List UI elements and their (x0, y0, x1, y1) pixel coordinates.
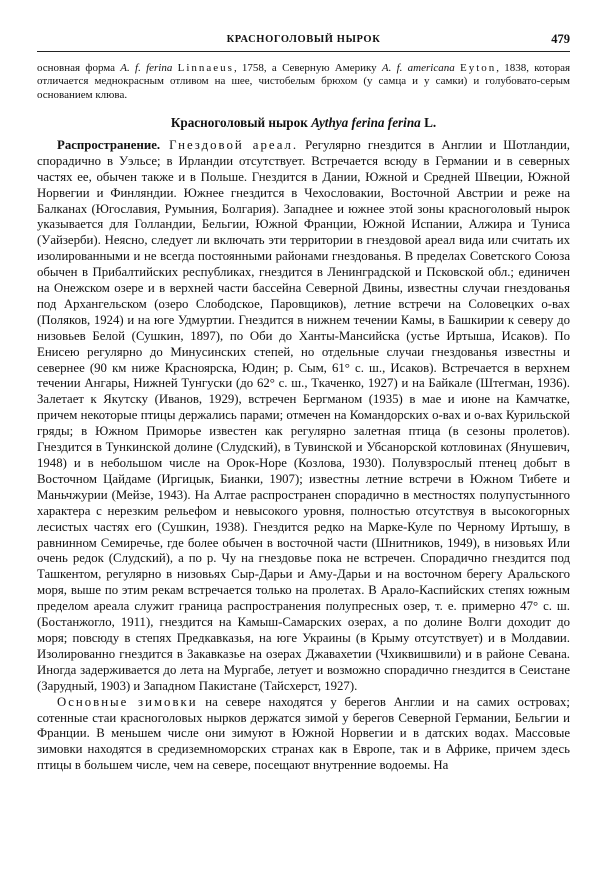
wintering-paragraph (37, 695, 570, 775)
breeding-range-label: Гнездовой ареал. (160, 137, 299, 152)
intro-paragraph (37, 62, 570, 102)
article-body (37, 138, 570, 774)
running-head: КРАСНОГОЛОВЫЙ НЫРОК (226, 34, 381, 45)
author-linnaeus: Linnaeus (177, 62, 234, 74)
wintering-label: Основные зимовки (57, 694, 198, 709)
book-page (37, 30, 570, 774)
distribution-paragraph (37, 138, 570, 695)
intro-text-2: , 1758, а Северную Америку (233, 62, 382, 74)
intro-text-3: , 1838, которая отличается меднокрасным отливом на шее, чистобелым брюхом (у самца и у самки) и голубовато-серым основанием клюва. (37, 62, 571, 101)
distribution-text: Регулярно гнездится в Англии и Шотландии, спорадично в Уэльсе; в Ирландии отсутствует. Встречается всюду в Германии и в северных частях ее, обычен также и в Польше. Гнездится в Дании, Южной и Средней Швеции, Южной Норвегии и Финляндии. Южнее гнездится в Чехословакии, Восточной Австрии и реже на Балканах (Югославия, Румыния, Болгария). Западнее и южнее этой зоны красноголовый нырок указывается для Голландии, Бельгии, Южной Франции, Южной Испании, Алжира и Туниса (Уайзерби). Неясно, следует ли включать эти территории в гнездовой ареал вида или считать их изолированными и не всегда постоянными районами гнездованья. В пределах Советского Союза обычен в Прибалтийских республиках, гнездится в Ленинградской и Псковской обл.; единичен на Онежском озере и в верхней части бассейна Северной Двины, известны случаи гнездованья под Архангельском (озеро Слободское, Паровщиков), летние встречи на Соловецких о-вах (Поляков, 1924) и на юге Удмуртии. Гнездится в нижнем течении Камы, в Башкирии к северу до низовьев Белой (Сушкин, 1897), по Оби до Ханты-Мансийска (устье Иртыша, Исаков). По Енисею регулярно до Минусинских степей, но отдельные случаи гнездованья известны и севернее (90 км ниже Красноярска, Юдин; р. Сым, 61° с. ш., Исаков). Встречается в верхнем течении Ангары, Нижней Тунгуски (до 62° с. ш., Ткаченко, 1927) и на Байкале (Штегман, 1936). Залетает к Якутску (Иванов, 1929), встречен Бергманом (1935) в мае и июне на Камчатке, причем некоторые птицы держались парами; отмечен на Командорских о-вах и о-вах Курильской гряды; в Южном Приморье известен как регулярно залетная птица (в сезоны пролетов). Гнездится в Тункинской долине (Слудский), в Тувинской и Убсанорской котловинах (Янушевич, 1948) и в небольшом числе на Орок-Норе (Козлова, 1930). Полувзрослый птенец добыт в Восточном Цайдаме (Иргицык, Бианки, 1907); известны летние встречи в Южном Тибете и Маньчжурии (Мейзе, 1943). На Алтае распространен спорадично в местностях полупустынного характера с нерезким рельефом и невысокого уровня, полностью отсутствуя в высокогорных лесистых частях его (Сушкин, 1938). Гнездится редко на Марке-Куле по Черному Иртышу, в равнинном Семиречье, где более обычен в восточной части (Шнитников, 1949), в низовьях Или очень редок (Слудский), а по р. Чу на гнездовье пока не встречен. Спорадично гнездится под Ташкентом, регулярно в низовьях Сыр-Дарьи и Аму-Дарьи и на восточном берегу Аральского моря, выше по этим рекам встречается только на пролетах. В Арало-Каспийских степях южным пределом ареала служит граница распространения полупресных озер, т. е. примерно 47° с. ш. (Бостанжогло, 1911), гнездится на Камыш-Самарских озерах, а по долине Волги доходит до моря; повсюду в степях Предкавказья, на юге Украины (в Крыму отсутствует) и в Молдавии. Изолированно гнездится в Закавказье на озерах Джавахетии (Чхиквишвили) и в районе Севана. Иногда задерживается до лета на Мургабе, летует и возможно спорадично гнездится в Сеистане (Зарудный, 1903) и Западном Пакистане (Тайсхерст, 1927). (37, 137, 570, 693)
section-title (37, 115, 570, 131)
intro-text-1: основная форма (37, 62, 121, 74)
author-eyton: Eyton (459, 62, 497, 74)
section-title-latin: Aythya ferina ferina (311, 114, 421, 130)
section-title-author: L. (420, 114, 437, 130)
header-rule (37, 51, 570, 52)
wintering-text: на севере находятся у берегов Англии и на самих островах; сотенные стаи красноголовых нырков держатся зимой у берегов Северной Германии, Бельгии и Франции. В меньшем числе они зимуют в Южной Норвегии и в датских водах. Массовые зимовки находятся в средиземноморских странах как в Европе, так и в Африке, причем здесь птицы в большем числе, чем на севере, посещают внутренние водоемы. На (37, 694, 570, 773)
page-header (37, 30, 570, 52)
page-number: 479 (551, 32, 570, 46)
taxon-ferina: A. f. ferina (120, 62, 173, 74)
section-title-russian: Красноголовый нырок (170, 114, 312, 130)
taxon-americana: A. f. americana (381, 62, 455, 74)
distribution-heading: Распространение. (57, 137, 161, 152)
